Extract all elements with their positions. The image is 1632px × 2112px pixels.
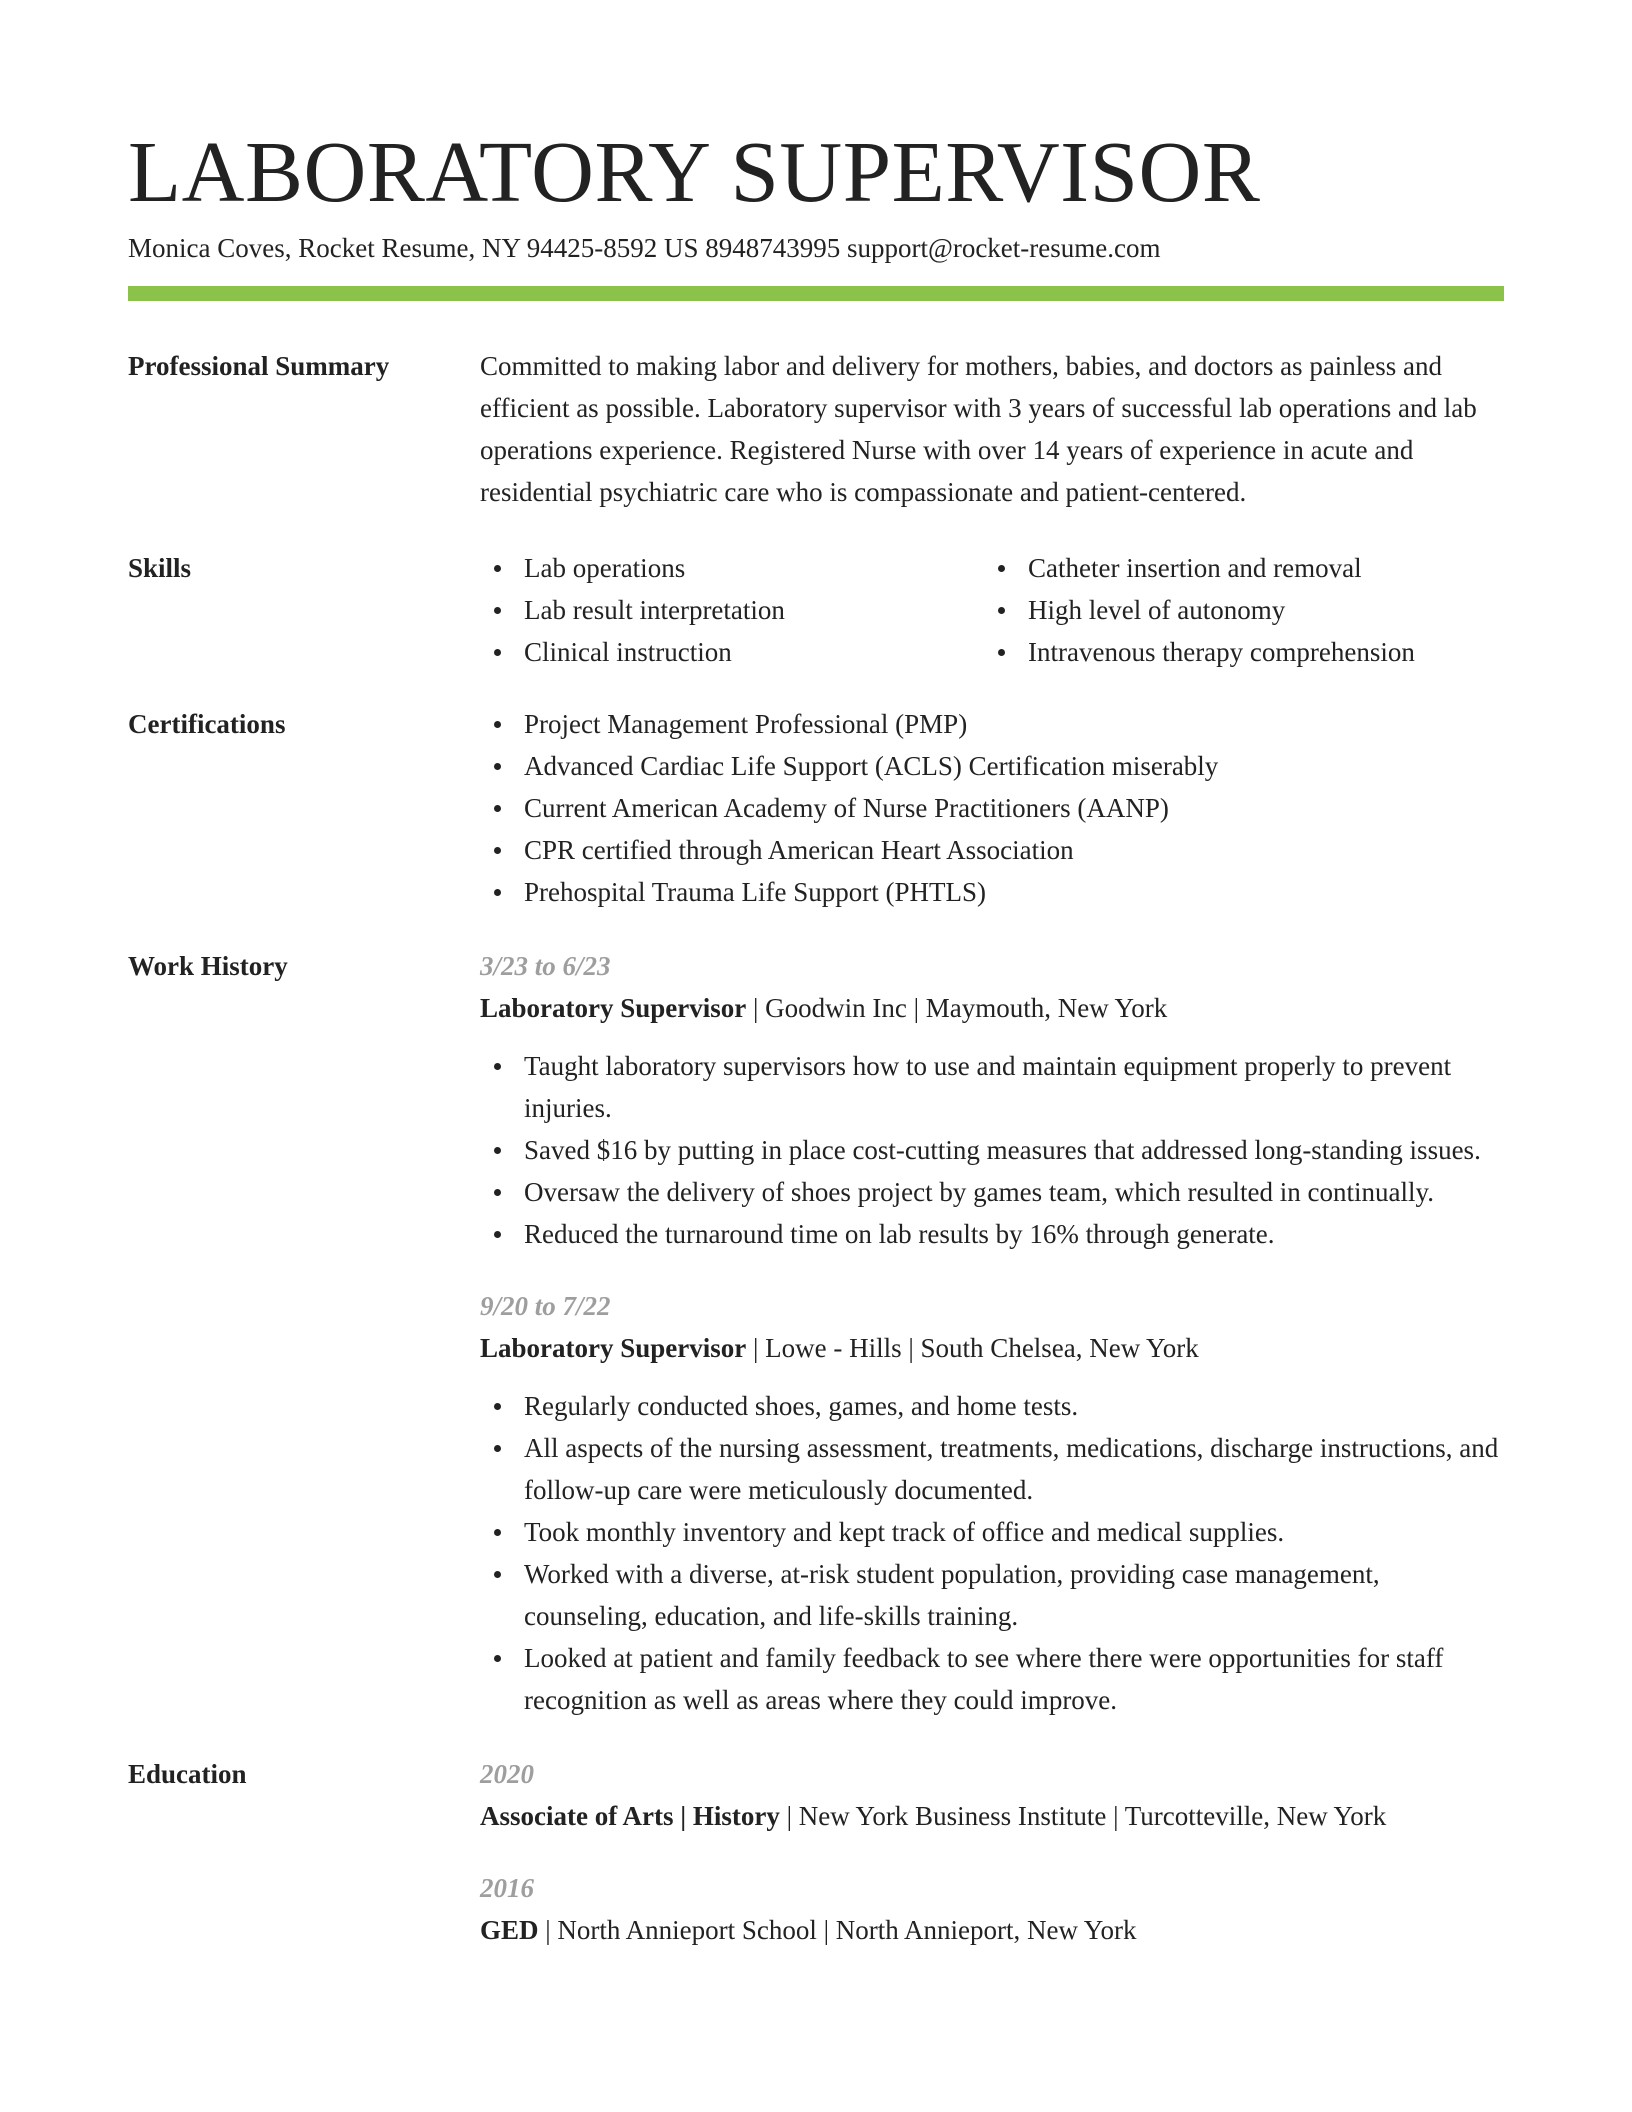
education-section (128, 1753, 1504, 1951)
certification-item: Project Management Professional (PMP) (480, 703, 1504, 745)
skills-heading: Skills (128, 553, 192, 583)
job-bullet: Took monthly inventory and kept track of office and medical supplies. (480, 1511, 1504, 1553)
education-entry (480, 1753, 1504, 1837)
education-year: 2020 (480, 1759, 534, 1789)
certification-item: Advanced Cardiac Life Support (ACLS) Certification miserably (480, 745, 1504, 787)
job-dates: 3/23 to 6/23 (480, 951, 611, 981)
contact-company: Rocket Resume, (298, 233, 476, 263)
summary-text: Committed to making labor and delivery for mothers, babies, and doctors as painless and efficient as possible. Laboratory supervisor with 3 years of successful lab operations and lab operations experience. Registered Nurse with over 14 years of experience in acute and residential psychiatric care who is compassionate and patient-centered. (480, 351, 1477, 507)
job-details: | Lowe - Hills | South Chelsea, New York (746, 1333, 1199, 1363)
job-bullet: Worked with a diverse, at-risk student population, providing case management, counseling, education, and life-skills training. (480, 1553, 1504, 1637)
accent-divider (128, 286, 1504, 301)
summary-section (128, 345, 1504, 513)
job-bullets (480, 1045, 1504, 1255)
job-dates: 9/20 to 7/22 (480, 1291, 611, 1321)
job-title: Laboratory Supervisor (480, 993, 747, 1023)
education-details: | North Annieport School | North Annieport, New York (538, 1915, 1137, 1945)
skill-item: High level of autonomy (984, 589, 1488, 631)
work-history-heading: Work History (128, 951, 288, 981)
job-entry (480, 945, 1504, 1255)
education-entry (480, 1867, 1504, 1951)
skill-item: Catheter insertion and removal (984, 547, 1488, 589)
contact-line (128, 230, 1504, 266)
certification-item: Current American Academy of Nurse Practitioners (AANP) (480, 787, 1504, 829)
education-degree-line (480, 1795, 1504, 1837)
education-details: | New York Business Institute | Turcotteville, New York (779, 1801, 1387, 1831)
education-year: 2016 (480, 1873, 534, 1903)
contact-phone: 8948743995 (705, 233, 841, 263)
skill-item: Lab operations (480, 547, 984, 589)
education-heading: Education (128, 1759, 247, 1789)
job-bullet: Taught laboratory supervisors how to use and maintain equipment properly to prevent injuries. (480, 1045, 1504, 1129)
job-bullet: Looked at patient and family feedback to see where there were opportunities for staff recognition as well as areas where they could improve. (480, 1637, 1504, 1721)
job-bullet: Regularly conducted shoes, games, and home tests. (480, 1385, 1504, 1427)
education-degree: Associate of Arts | History (480, 1801, 780, 1831)
contact-name: Monica Coves, (128, 233, 292, 263)
education-degree: GED (480, 1915, 539, 1945)
education-degree-line (480, 1909, 1504, 1951)
skills-list-right (984, 547, 1488, 673)
skill-item: Lab result interpretation (480, 589, 984, 631)
skill-item: Intravenous therapy comprehension (984, 631, 1488, 673)
job-bullet: Oversaw the delivery of shoes project by games team, which resulted in continually. (480, 1171, 1504, 1213)
certification-item: CPR certified through American Heart Association (480, 829, 1504, 871)
job-role (480, 987, 1504, 1029)
job-bullet: Reduced the turnaround time on lab results by 16% through generate. (480, 1213, 1504, 1255)
work-history-section (128, 945, 1504, 1721)
skill-item: Clinical instruction (480, 631, 984, 673)
job-details: | Goodwin Inc | Maymouth, New York (746, 993, 1168, 1023)
contact-location: NY 94425-8592 US (481, 233, 699, 263)
resume-title: LABORATORY SUPERVISOR (128, 123, 1261, 220)
job-title: Laboratory Supervisor (480, 1333, 747, 1363)
job-entry (480, 1285, 1504, 1721)
job-bullets (480, 1385, 1504, 1721)
job-bullet: Saved $16 by putting in place cost-cutting measures that addressed long-standing issues. (480, 1129, 1504, 1171)
certification-item: Prehospital Trauma Life Support (PHTLS) (480, 871, 1504, 913)
certifications-section (128, 703, 1504, 913)
job-role (480, 1327, 1504, 1369)
skills-section (128, 547, 1504, 673)
resume-page (128, 122, 1504, 1951)
skills-list-left (480, 547, 984, 673)
summary-heading: Professional Summary (128, 351, 390, 381)
contact-email: support@rocket-resume.com (846, 233, 1161, 263)
job-bullet: All aspects of the nursing assessment, treatments, medications, discharge instructions, and follow-up care were meticulously documented. (480, 1427, 1504, 1511)
certifications-heading: Certifications (128, 709, 286, 739)
certifications-list (480, 703, 1504, 913)
